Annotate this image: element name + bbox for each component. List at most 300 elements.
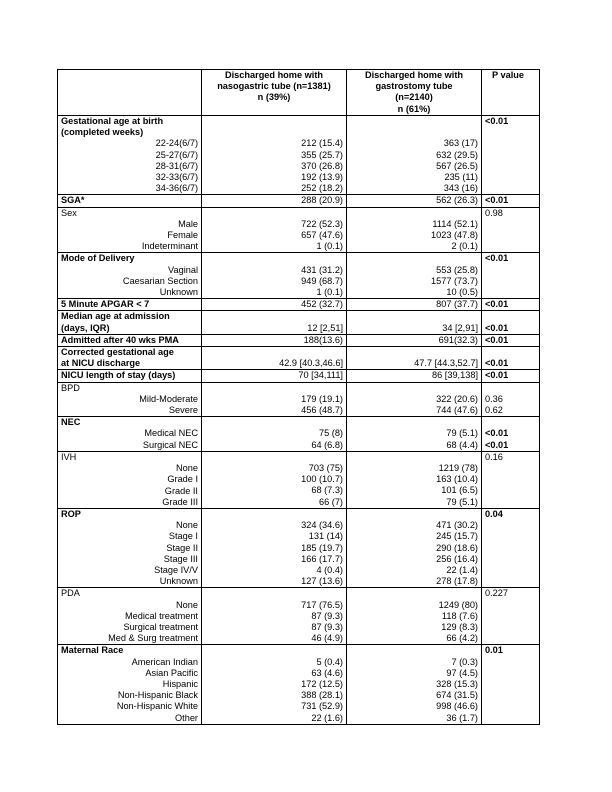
spacer [205,452,343,463]
nasogastric-value: 731 (52.9) [301,701,343,712]
gastrostomy-cell [347,334,482,346]
row-p-value: 0.62 [485,405,503,416]
gastrostomy-value: 101 (6.5) [441,485,478,496]
header-p-value: P value [482,70,540,116]
spacer [350,452,478,463]
section-title: at NICU discharge [61,358,141,369]
label-cell [58,347,202,370]
row-label: Grade II [164,485,198,496]
p-value: 0.16 [485,451,503,462]
nasogastric-cell [202,347,347,370]
nasogastric-value: 388 (28.1) [301,690,343,701]
nasogastric-cell [202,311,347,334]
gastrostomy-cell [347,451,482,508]
row-p-value [485,287,536,298]
p-value [485,383,536,394]
nasogastric-value: 172 (12.5) [301,678,343,689]
nasogastric-value: 370 (26.8) [301,160,343,171]
nasogastric-value: 64 (6.8) [311,439,343,450]
label-cell [58,207,202,253]
header-empty-cell [58,70,202,116]
nasogastric-value: 188(13.6) [303,334,343,345]
label-cell [58,508,202,587]
gastrostomy-cell [347,645,482,724]
gastrostomy-cell [347,299,482,311]
spacer [350,127,478,138]
row-p-value [485,520,536,531]
section-title: ROP [61,508,81,519]
gastrostomy-value: 328 (15.3) [436,678,478,689]
p-value: <0.01 [485,116,509,126]
spacer [205,417,343,428]
p-value-cell [482,417,540,452]
gastrostomy-value: 278 (17.8) [436,576,478,587]
p-value-cell [482,451,540,508]
nasogastric-cell [202,334,347,346]
nasogastric-cell [202,195,347,207]
section-title: Sex [61,207,77,218]
nasogastric-value: 131 (14) [308,531,343,542]
label-cell [58,382,202,417]
row-label: 28-31(6/7) [155,160,198,171]
row-p-value: 0.36 [485,393,503,404]
p-value: <0.01 [485,370,509,381]
gastrostomy-value: 245 (15.7) [436,531,478,542]
row-label: Grade I [167,474,198,485]
nasogastric-value: 431 (31.2) [301,264,343,275]
row-p-value [485,230,536,241]
p-value: <0.01 [485,358,509,369]
section-title: NEC [61,417,81,428]
p-value-cell [482,334,540,346]
p-value: <0.01 [485,334,509,345]
nasogastric-value: 127 (13.6) [301,576,343,587]
row-p-value [485,633,536,644]
row-label: American Indian [131,656,198,667]
nasogastric-value: 166 (17.7) [301,553,343,564]
p-value-cell [482,207,540,253]
header-gastrostomy-line: n (61%) [397,103,431,114]
row-p-value [485,485,536,496]
gastrostomy-value: 235 (11) [444,171,478,182]
nasogastric-cell [202,382,347,417]
spacer [350,347,478,358]
section-title: Gestational age at birth [61,116,164,126]
row-label: Med & Surg treatment [108,633,198,644]
p-value-cell [482,645,540,724]
gastrostomy-value: 36 (1.7) [446,712,478,723]
nasogastric-value: 185 (19.7) [301,542,343,553]
row-label: Stage IV/V [154,564,198,575]
nasogastric-value: 66 (7) [318,496,343,507]
row-label: Non-Hispanic White [116,701,198,712]
nasogastric-value: 703 (75) [308,463,343,474]
gastrostomy-cell [347,311,482,334]
nasogastric-cell [202,116,347,195]
label-cell [58,253,202,299]
gastrostomy-cell [347,508,482,587]
nasogastric-value: 657 (47.6) [301,230,343,241]
nasogastric-value: 46 (4.9) [311,633,343,644]
spacer [350,253,478,264]
section-row [58,370,540,382]
gastrostomy-value: 1577 (73.7) [431,275,478,286]
row-label: Unknown [159,287,198,298]
spacer [485,347,536,358]
nasogastric-value: 949 (68.7) [301,275,343,286]
section-title: PDA [61,588,80,599]
row-label: Surgical NEC [142,439,198,450]
row-p-value [485,138,536,149]
section-title: BPD [61,382,80,393]
nasogastric-cell [202,451,347,508]
row-label: Stage III [163,553,198,564]
row-label: None [176,520,198,531]
nasogastric-value: 324 (34.6) [301,520,343,531]
gastrostomy-value: 674 (31.5) [436,690,478,701]
gastrostomy-value: 290 (18.6) [436,542,478,553]
section-row [58,207,540,253]
gastrostomy-value: 34 [2,91] [442,322,478,333]
nasogastric-value: 456 (48.7) [301,405,343,416]
row-label: Surgical treatment [123,621,198,632]
row-label: 32-33(6/7) [155,172,198,183]
gastrostomy-value: 998 (46.6) [436,701,478,712]
row-label: Medical treatment [124,610,198,621]
p-value-cell [482,195,540,207]
nasogastric-value: 100 (10.7) [301,474,343,485]
row-p-value [485,474,536,485]
spacer [205,311,343,322]
nasogastric-cell [202,645,347,724]
row-label: Unknown [159,576,198,587]
gastrostomy-value: 471 (30.2) [436,520,478,531]
spacer [350,311,478,322]
row-p-value [485,219,536,230]
p-value-cell [482,370,540,382]
row-p-value [485,622,536,633]
nasogastric-cell [202,417,347,452]
row-p-value: <0.01 [485,439,509,450]
gastrostomy-value: 68 (4.4) [446,439,478,450]
spacer [205,127,343,138]
section-row [58,195,540,207]
row-p-value [485,241,536,252]
p-value-cell [482,311,540,334]
gastrostomy-value: 363 (17) [443,138,478,149]
p-value: <0.01 [485,299,509,310]
data-table [57,69,540,725]
row-p-value [485,183,536,194]
section-row [58,311,540,334]
gastrostomy-value: 86 [39,138] [432,370,478,381]
gastrostomy-value: 10 (0.5) [446,287,478,298]
label-cell [58,195,202,207]
row-label: Stage I [168,531,198,542]
p-value-cell [482,253,540,299]
section-row [58,334,540,346]
section-row [58,347,540,370]
nasogastric-cell [202,299,347,311]
row-p-value [485,701,536,712]
section-title: Median age at admission [61,311,170,322]
spacer [205,116,343,127]
nasogastric-value: 42.9 [40.3,46.6] [279,358,343,369]
row-label: None [176,599,198,610]
gastrostomy-value: 567 (26.5) [436,160,478,171]
row-p-value [485,712,536,723]
gastrostomy-value: 22 (1.4) [446,564,478,575]
p-value: <0.01 [485,253,509,264]
label-cell [58,417,202,452]
p-value: <0.01 [485,195,509,206]
row-label: Grade III [162,496,198,507]
nasogastric-value: 288 (20.9) [301,195,343,206]
gastrostomy-cell [347,116,482,195]
section-row [58,645,540,724]
section-title: Maternal Race [61,645,124,656]
gastrostomy-value: 1219 (78) [438,463,478,474]
p-value-cell [482,299,540,311]
nasogastric-cell [202,370,347,382]
p-value: 0.01 [485,645,503,656]
gastrostomy-value: 256 (16.4) [436,553,478,564]
nasogastric-value: 179 (19.1) [301,393,343,404]
header-gastrostomy-line: (n=2140) [395,92,433,103]
row-label: Mild-Moderate [139,393,198,404]
header-gastrostomy [347,70,482,116]
spacer [205,347,343,358]
header-nasogastric [202,70,347,116]
spacer [205,645,343,656]
nasogastric-value: 355 (25.7) [301,149,343,160]
gastrostomy-value: 562 (26.3) [436,195,478,206]
spacer [350,645,478,656]
p-value-cell [482,347,540,370]
spacer [205,208,343,219]
gastrostomy-value: 343 (16) [443,183,478,194]
p-value-cell [482,588,540,645]
row-label: None [176,463,198,474]
section-row [58,116,540,195]
row-label: Stage II [166,542,198,553]
gastrostomy-cell [347,347,482,370]
row-p-value [485,172,536,183]
nasogastric-value: 63 (4.6) [311,667,343,678]
spacer [205,588,343,599]
header-nasogastric-line: n (39%) [257,92,291,103]
section-row [58,451,540,508]
nasogastric-value: 1 (0.1) [316,287,343,298]
nasogastric-value: 87 (9.3) [311,621,343,632]
label-cell [58,311,202,334]
row-label: Female [167,230,198,241]
gastrostomy-value: 66 (4.2) [446,633,478,644]
row-label: 25-27(6/7) [155,149,198,160]
spacer [350,383,478,394]
p-value: 0.98 [485,207,503,218]
gastrostomy-value: 1114 (52.1) [432,218,478,229]
row-label: Asian Pacific [145,667,198,678]
table-body [58,116,540,725]
gastrostomy-value: 97 (4.5) [446,667,478,678]
gastrostomy-value: 807 (37.7) [436,299,478,310]
row-p-value [485,463,536,474]
nasogastric-cell [202,508,347,587]
section-row [58,299,540,311]
nasogastric-value: 1 (0.1) [316,241,343,252]
header-gastrostomy-line: gastrostomy tube [375,81,453,92]
gastrostomy-cell [347,195,482,207]
nasogastric-value: 87 (9.3) [311,610,343,621]
nasogastric-value: 4 (0.4) [316,564,343,575]
spacer [350,116,478,127]
section-row [58,588,540,645]
spacer [350,417,478,428]
nasogastric-value: 5 (0.4) [316,656,343,667]
section-title: Admitted after 40 wks PMA [61,334,179,345]
gastrostomy-value: 163 (10.4) [436,474,478,485]
label-cell [58,588,202,645]
section-title: (days, IQR) [61,322,110,333]
label-cell [58,645,202,724]
gastrostomy-cell [347,253,482,299]
nasogastric-cell [202,253,347,299]
row-label: Indeterminant [141,241,198,252]
row-label: Vaginal [168,264,198,275]
p-value: 0.227 [485,588,508,599]
gastrostomy-value: 129 (8.3) [441,621,478,632]
spacer [485,311,536,322]
nasogastric-cell [202,588,347,645]
gastrostomy-value: 1023 (47.8) [431,230,478,241]
section-title: (completed weeks) [61,127,144,138]
gastrostomy-value: 47.7 [44.3,52.7] [414,358,478,369]
nasogastric-value: 717 (76.5) [301,599,343,610]
gastrostomy-cell [347,207,482,253]
p-value-cell [482,382,540,417]
gastrostomy-value: 7 (0.3) [451,656,478,667]
spacer [350,208,478,219]
gastrostomy-value: 1249 (80) [438,599,478,610]
nasogastric-value: 12 [2,51] [307,322,343,333]
row-p-value [485,150,536,161]
row-p-value [485,657,536,668]
nasogastric-value: 70 [34,111] [298,370,343,381]
row-p-value [485,554,536,565]
nasogastric-value: 22 (1.6) [311,712,343,723]
section-row [58,508,540,587]
nasogastric-cell [202,207,347,253]
row-label: Severe [168,405,198,416]
spacer [205,253,343,264]
label-cell [58,451,202,508]
spacer [205,509,343,520]
gastrostomy-cell [347,417,482,452]
p-value [485,417,536,428]
row-p-value [485,600,536,611]
gastrostomy-value: 79 (5.1) [446,428,478,439]
header-row [58,70,540,116]
row-p-value [485,668,536,679]
row-label: Male [178,218,198,229]
spacer [205,383,343,394]
row-p-value [485,611,536,622]
row-label: Caesarian Section [122,275,198,286]
row-p-value [485,565,536,576]
gastrostomy-cell [347,370,482,382]
gastrostomy-value: 79 (5.1) [446,496,478,507]
row-p-value [485,690,536,701]
nasogastric-value: 68 (7.3) [311,485,343,496]
label-cell [58,116,202,195]
gastrostomy-value: 553 (25.8) [436,264,478,275]
row-p-value [485,531,536,542]
p-value-cell [482,116,540,195]
spacer [350,588,478,599]
gastrostomy-value: 744 (47.6) [436,405,478,416]
gastrostomy-value: 691(32.3) [438,334,478,345]
nasogastric-value: 252 (18.2) [301,183,343,194]
nasogastric-value: 75 (8) [318,428,343,439]
gastrostomy-value: 322 (20.6) [436,393,478,404]
row-p-value [485,679,536,690]
gastrostomy-value: 2 (0.1) [451,241,478,252]
nasogastric-value: 452 (32.7) [301,299,343,310]
label-cell [58,334,202,346]
row-p-value [485,265,536,276]
section-title: Mode of Delivery [61,253,135,264]
spacer [485,127,536,138]
gastrostomy-cell [347,382,482,417]
row-p-value [485,161,536,172]
row-label: Non-Hispanic Black [117,690,198,701]
gastrostomy-cell [347,588,482,645]
header-nasogastric-line: Discharged home with [224,70,324,80]
gastrostomy-value: 118 (7.6) [441,610,478,621]
header-gastrostomy-line: Discharged home with [364,70,464,80]
gastrostomy-value: 632 (29.5) [436,149,478,160]
p-value: 0.04 [485,508,503,519]
section-title: Corrected gestational age [61,347,174,358]
section-row [58,253,540,299]
section-title: 5 Minute APGAR < 7 [61,299,150,310]
label-cell [58,299,202,311]
row-label: Medical NEC [144,428,198,439]
row-p-value [485,576,536,587]
label-cell [58,370,202,382]
row-label: Hispanic [162,678,198,689]
nasogastric-value: 212 (15.4) [301,138,343,149]
p-value: <0.01 [485,322,509,333]
row-p-value: <0.01 [485,428,509,439]
spacer [350,509,478,520]
row-label: 34-36(6/7) [155,183,198,194]
row-p-value [485,276,536,287]
section-title: IVH [61,451,77,462]
nasogastric-value: 192 (13.9) [301,171,343,182]
row-label: Other [175,712,198,723]
section-title: NICU length of stay (days) [61,370,176,381]
p-value-cell [482,508,540,587]
section-row [58,417,540,452]
header-nasogastric-line: nasogastric tube (n=1381) [217,81,331,92]
row-p-value [485,497,536,508]
row-p-value [485,542,536,553]
section-row [58,382,540,417]
section-title: SGA* [61,195,85,206]
nasogastric-value: 722 (52.3) [301,218,343,229]
